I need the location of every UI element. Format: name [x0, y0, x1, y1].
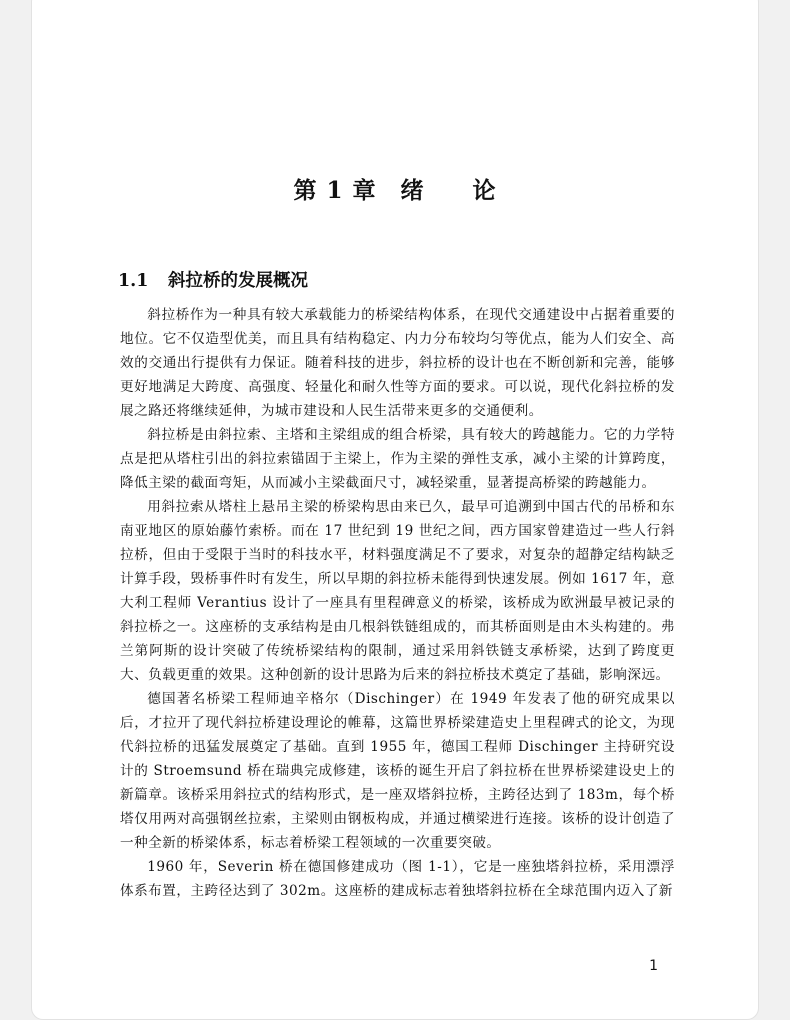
- paragraph: 斜拉桥作为一种具有较大承载能力的桥梁结构体系，在现代交通建设中占据着重要的地位。它不仅造型优美，而且具有结构稳定、内力分布较均匀等优点，能为人们安全、高效的交通出行提供有力保证。随着科技的进步，斜拉桥的设计也在不断创新和完善，能够更好地满足大跨度、高强度、轻量化和耐久性等方面的要求。可以说，现代化斜拉桥的发展之路还将继续延伸，为城市建设和人民生活带来更多的交通便利。: [120, 307, 675, 419]
- section-title: 斜拉桥的发展概况: [168, 271, 308, 291]
- paragraph: 1960 年，Severin 桥在德国修建成功（图 1-1），它是一座独塔斜拉桥，采用漂浮体系布置，主跨径达到了 302m。这座桥的建成标志着独塔斜拉桥在全球范围内迈入了新: [120, 859, 675, 899]
- body-text: [120, 303, 675, 903]
- section-number: 1.1: [118, 271, 149, 291]
- document-page: [31, 0, 759, 1020]
- section-heading: [118, 267, 308, 292]
- paragraph: 用斜拉索从塔柱上悬吊主梁的桥梁构思由来已久，最早可追溯到中国古代的吊桥和东南亚地区的原始藤竹索桥。而在 17 世纪到 19 世纪之间，西方国家曾建造过一些人行斜拉桥，但由于受限于当时的科技水平，材料强度满足不了要求，对复杂的超静定结构缺乏计算手段，毁桥事件时有发生，所以早期的斜拉桥未能得到快速发展。例如 1617 年，意大利工程师 Verantius 设计了一座具有里程碑意义的桥梁，该桥成为欧洲最早被记录的斜拉桥之一。这座桥的支承结构是由几根斜铁链组成的，而其桥面则是由木头构建的。弗兰第阿斯的设计突破了传统桥梁结构的限制，通过采用斜铁链支承桥梁，达到了跨度更大、负载更重的效果。这种创新的设计思路为后来的斜拉桥技术奠定了基础，影响深远。: [120, 499, 675, 683]
- page-number: 1: [649, 958, 658, 974]
- chapter-title: 第 1 章 绪 论: [293, 177, 497, 204]
- paragraph: 斜拉桥是由斜拉索、主塔和主梁组成的组合桥梁，具有较大的跨越能力。它的力学特点是把从塔柱引出的斜拉索锚固于主梁上，作为主梁的弹性支承，减小主梁的计算跨度，降低主梁的截面弯矩，从而减小主梁截面尺寸，减轻梁重，显著提高桥梁的跨越能力。: [120, 427, 675, 491]
- paragraph: 德国著名桥梁工程师迪辛格尔（Dischinger）在 1949 年发表了他的研究成果以后，才拉开了现代斜拉桥建设理论的帷幕，这篇世界桥梁建造史上里程碑式的论文，为现代斜拉桥的迅猛发展奠定了基础。直到 1955 年，德国工程师 Dischinger 主持研究设计的 Stroemsund 桥在瑞典完成修建，该桥的诞生开启了斜拉桥在世界桥梁建设史上的新篇章。该桥采用斜拉式的结构形式，是一座双塔斜拉桥，主跨径达到了 183m，每个桥塔仅用两对高强钢丝拉索，主梁则由钢板构成，并通过横梁进行连接。该桥的设计创造了一种全新的桥梁体系，标志着桥梁工程领域的一次重要突破。: [120, 691, 675, 851]
